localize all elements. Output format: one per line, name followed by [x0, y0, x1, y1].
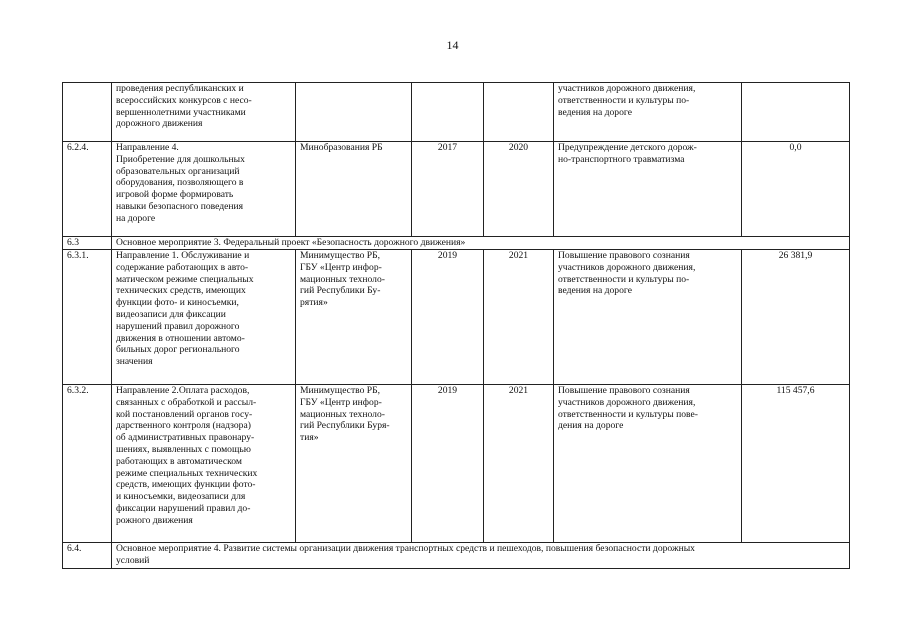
direction-cell: Направление 4. Приобретение для дошкольных образовательных организаций оборудования, позволяющего в игровой форме формировать навыки безопасного поведения на дороге	[112, 142, 296, 237]
section-title-cell: Основное мероприятие 4. Развитие системы организации движения транспортных средств и пешеходов, повышения безопасности дорожных условий	[112, 543, 850, 569]
page-number: 14	[446, 38, 459, 52]
start-year-cell: 2017	[412, 142, 484, 237]
executor-cell: Минимущество РБ, ГБУ «Центр инфор- мационных техноло- гий Республики Бу- рятия»	[296, 250, 412, 385]
executor-cell: Минимущество РБ, ГБУ «Центр инфор- мационных техноло- гий Республики Буря- тия»	[296, 385, 412, 543]
row-number-cell	[63, 83, 112, 142]
row-number-cell: 6.2.4.	[63, 142, 112, 237]
section-title-cell: Основное мероприятие 3. Федеральный проект «Безопасность дорожного движения»	[112, 237, 850, 250]
end-year-cell: 2021	[484, 250, 554, 385]
result-cell: Повышение правового сознания участников дорожного движения, ответственности и культуры по- ведения на дороге	[554, 250, 742, 385]
row-number-cell: 6.3.1.	[63, 250, 112, 385]
row-number-cell: 6.3.2.	[63, 385, 112, 543]
executor-cell	[296, 83, 412, 142]
table-row	[63, 250, 850, 385]
program-table	[62, 82, 850, 569]
direction-cell: Направление 1. Обслуживание и содержание работающих в авто- матическом режиме специальных технических средств, имеющих функции фото- и киносъемки, видеозаписи для фиксации нарушений правил дорожного движения в отношении автомо- бильных дорог регионального значения	[112, 250, 296, 385]
result-cell: Повышение правового сознания участников дорожного движения, ответственности и культуры пове- дения на дороге	[554, 385, 742, 543]
start-year-cell: 2019	[412, 250, 484, 385]
amount-cell: 115 457,6	[742, 385, 850, 543]
start-year-cell: 2019	[412, 385, 484, 543]
section-number-cell: 6.4.	[63, 543, 112, 569]
end-year-cell: 2021	[484, 385, 554, 543]
result-cell: Предупреждение детского дорож- но-транспортного травматизма	[554, 142, 742, 237]
executor-cell: Минобразования РБ	[296, 142, 412, 237]
table-row	[63, 385, 850, 543]
table-row	[63, 142, 850, 237]
table-row	[63, 83, 850, 142]
section-row	[63, 237, 850, 250]
direction-cell: проведения республиканских и всероссийских конкурсов с несо- вершеннолетними участниками дорожного движения	[112, 83, 296, 142]
amount-cell: 26 381,9	[742, 250, 850, 385]
start-year-cell	[412, 83, 484, 142]
amount-cell	[742, 83, 850, 142]
direction-cell: Направление 2.Оплата расходов, связанных с обработкой и рассыл- кой постановлений органов госу- дарственного контроля (надзора) об административных правонару- шениях, выявленных с помощью работающих в автоматическом режиме специальных технических средств, имеющих функции фото- и киносъемки, видеозаписи для фиксации нарушений правил до- рожного движения	[112, 385, 296, 543]
section-number-cell: 6.3	[63, 237, 112, 250]
end-year-cell: 2020	[484, 142, 554, 237]
result-cell: участников дорожного движения, ответственности и культуры по- ведения на дороге	[554, 83, 742, 142]
section-row	[63, 543, 850, 569]
amount-cell: 0,0	[742, 142, 850, 237]
end-year-cell	[484, 83, 554, 142]
